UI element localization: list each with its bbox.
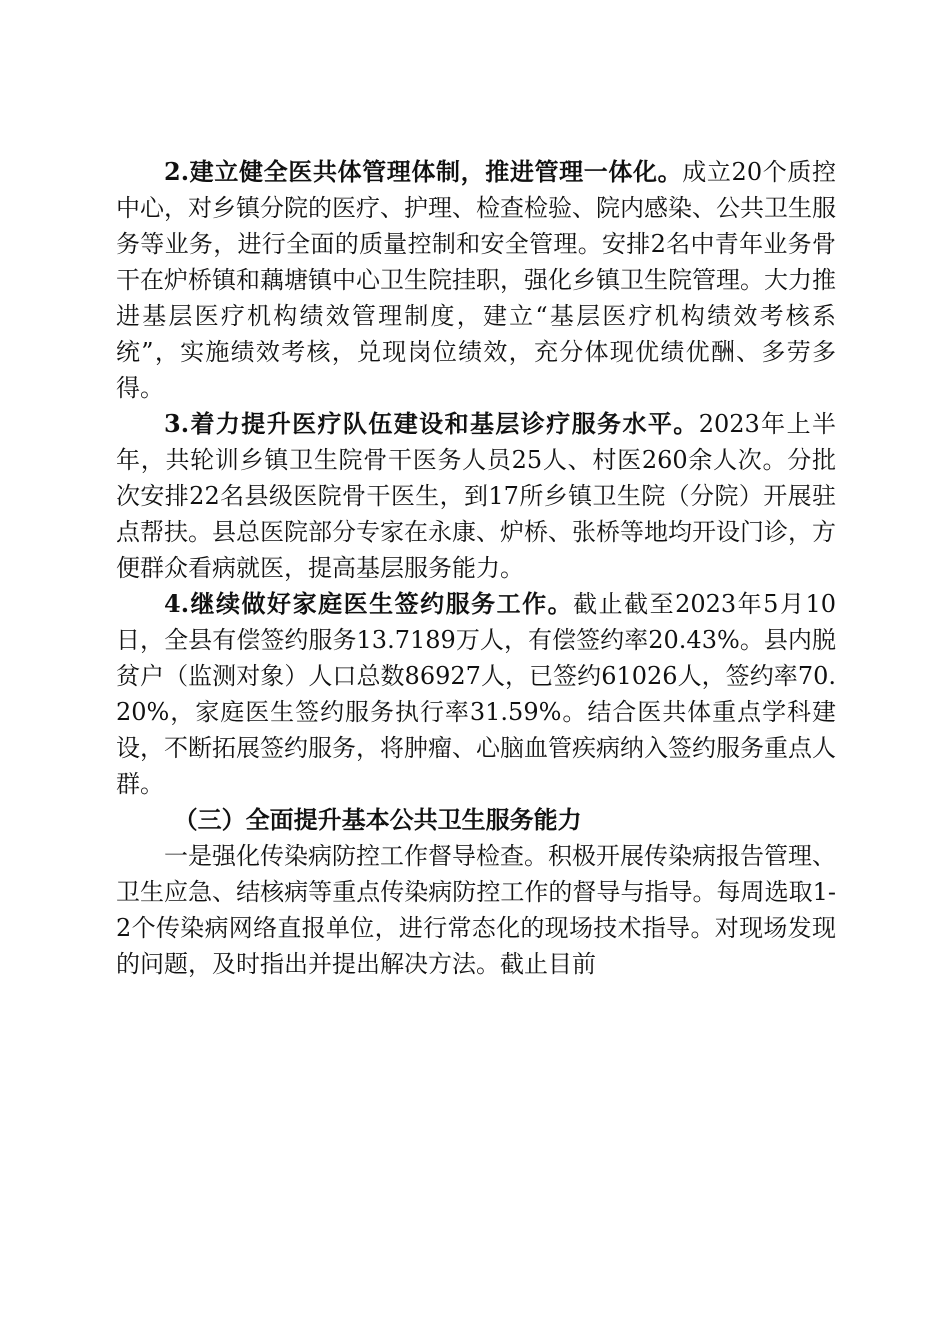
paragraph-text: 截止截至2023年5月10日，全县有偿签约服务13.7189万人，有偿签约率20.43%。县内脱贫户（监测对象）人口总数86927人，已签约61026人，签约率70.20%，家庭医生签约服务执行率31.59%。结合医共体重点学科建设，不断拓展签约服务，将肿瘤、心脑血管疾病纳入签约服务重点人群。: [116, 590, 836, 798]
paragraph-text: 成立20个质控中心，对乡镇分院的医疗、护理、检查检验、院内感染、公共卫生服务等业务，进行全面的质量控制和安全管理。安排2名中青年业务骨干在炉桥镇和藕塘镇中心卫生院挂职，强化乡镇卫生院管理。大力推进基层医疗机构绩效管理制度，建立“基层医疗机构绩效考核系统”，实施绩效考核，兑现岗位绩效，充分体现优绩优酬、多劳多得。: [116, 158, 836, 402]
document-body: [116, 154, 836, 982]
paragraph-text: 一是强化传染病防控工作督导检查。积极开展传染病报告管理、卫生应急、结核病等重点传染病防控工作的督导与指导。每周选取1-2个传染病网络直报单位，进行常态化的现场技术指导。对现场发现的问题，及时指出并提出解决方法。截止目前: [116, 842, 836, 978]
paragraph-management-system: [116, 154, 836, 406]
paragraph-lead: 2.建立健全医共体管理体制，推进管理一体化。: [164, 157, 683, 186]
paragraph-lead: 4.继续做好家庭医生签约服务工作。: [164, 589, 574, 618]
section-heading: （三）全面提升基本公共卫生服务能力: [173, 805, 582, 834]
paragraph-infectious-disease: [116, 838, 836, 982]
paragraph-medical-team: [116, 406, 836, 586]
paragraph-text: 2023年上半年，共轮训乡镇卫生院骨干医务人员25人、村医260余人次。分批次安排22名县级医院骨干医生，到17所乡镇卫生院（分院）开展驻点帮扶。县总医院部分专家在永康、炉桥、张桥等地均开设门诊，方便群众看病就医，提高基层服务能力。: [116, 410, 836, 582]
paragraph-family-doctor: [116, 586, 836, 802]
paragraph-lead: 3.着力提升医疗队伍建设和基层诊疗服务水平。: [164, 409, 699, 438]
